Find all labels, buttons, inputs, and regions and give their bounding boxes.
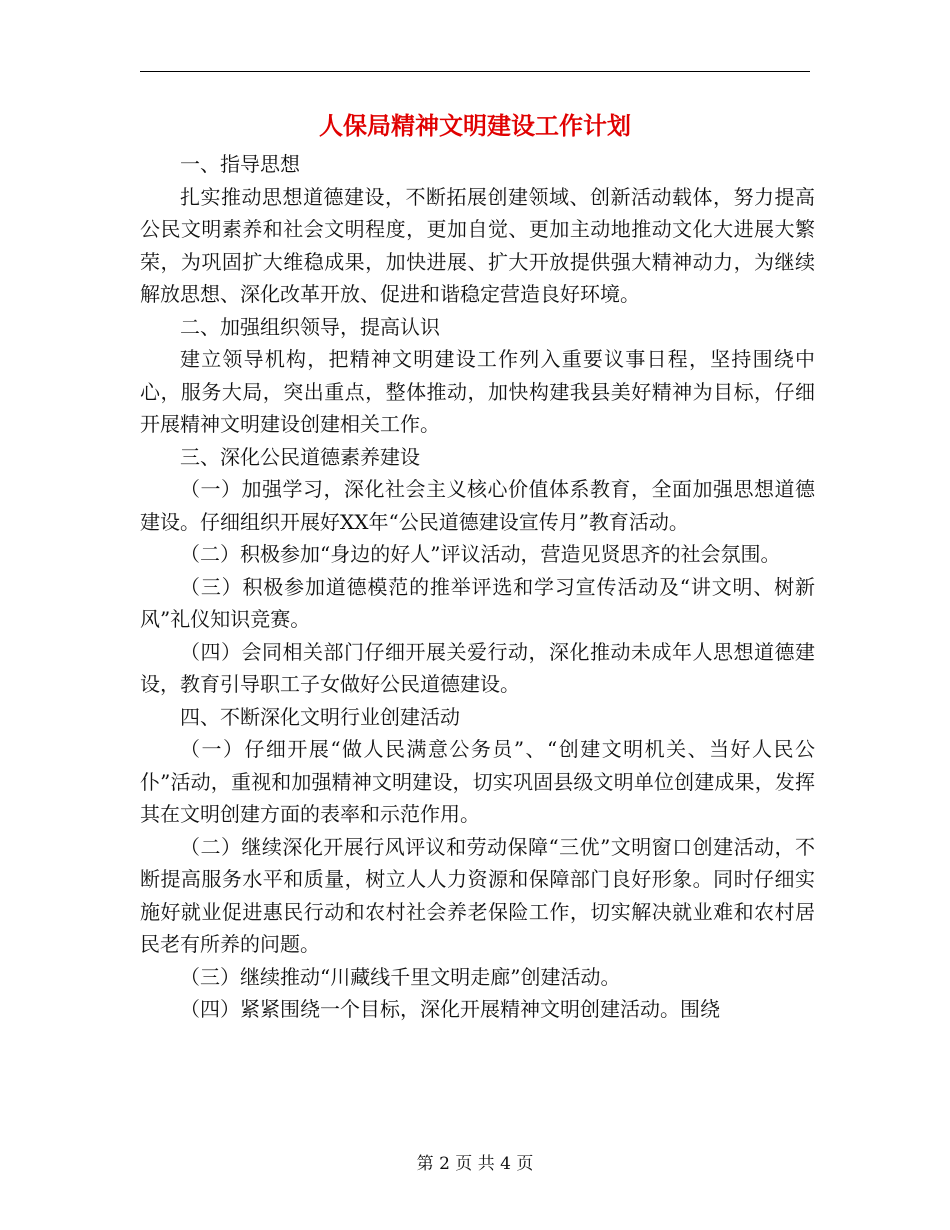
list-item: （二）继续深化开展行风评议和劳动保障“三优”文明窗口创建活动，不断提高服务水平和质量，树立人人力资源和保障部门良好形象。同时仔细实施好就业促进惠民行动和农村社会养老保险工作，切实解决就业难和农村居民老有所养的问题。 bbox=[140, 834, 815, 956]
paragraph: 扎实推动思想道德建设，不断拓展创建领域、创新活动载体，努力提高公民文明素养和社会文明程度，更加自觉、更加主动地推动文化大进展大繁荣，为巩固扩大维稳成果，加快进展、扩大开放提供强大精神动力，为继续解放思想、深化改革开放、促进和谐稳定营造良好环境。 bbox=[140, 184, 815, 306]
heading-1: 一、指导思想 bbox=[180, 152, 300, 176]
list-item: （三）积极参加道德模范的推举评选和学习宣传活动及“讲文明、树新风”礼仪知识竞赛。 bbox=[140, 574, 815, 631]
list-item: （三）继续推动“川藏线千里文明走廊”创建活动。 bbox=[180, 964, 621, 989]
list-item: （二）积极参加“身边的好人”评议活动，营造见贤思齐的社会氛围。 bbox=[180, 542, 781, 566]
paragraph: 建立领导机构，把精神文明建设工作列入重要议事日程，坚持围绕中心，服务大局，突出重点，整体推动，加快构建我县美好精神为目标，仔细开展精神文明建设创建相关工作。 bbox=[140, 347, 815, 436]
list-item: （四）紧紧围绕一个目标，深化开展精神文明创建活动。围绕 bbox=[180, 997, 720, 1021]
heading-4: 四、不断深化文明行业创建活动 bbox=[180, 704, 460, 729]
list-item: （四）会同相关部门仔细开展关爱行动，深化推动未成年人思想道德建设，教育引导职工子女做好公民道德建设。 bbox=[140, 639, 815, 696]
heading-3: 三、深化公民道德素养建设 bbox=[180, 444, 420, 469]
heading-2: 二、加强组织领导，提高认识 bbox=[180, 314, 440, 339]
header-rule bbox=[140, 71, 810, 72]
document-title: 人保局精神文明建设工作计划 bbox=[319, 111, 631, 140]
list-item: （一）加强学习，深化社会主义核心价值体系教育，全面加强思想道德建设。仔细组织开展好XX年“公民道德建设宣传月”教育活动。 bbox=[140, 477, 815, 534]
document-body bbox=[140, 148, 815, 1026]
list-item: （一）仔细开展“做人民满意公务员”、“创建文明机关、当好人民公仆”活动，重视和加强精神文明建设，切实巩固县级文明单位创建成果，发挥其在文明创建方面的表率和示范作用。 bbox=[140, 737, 815, 826]
page-number: 第 2 页 共 4 页 bbox=[416, 1154, 534, 1174]
